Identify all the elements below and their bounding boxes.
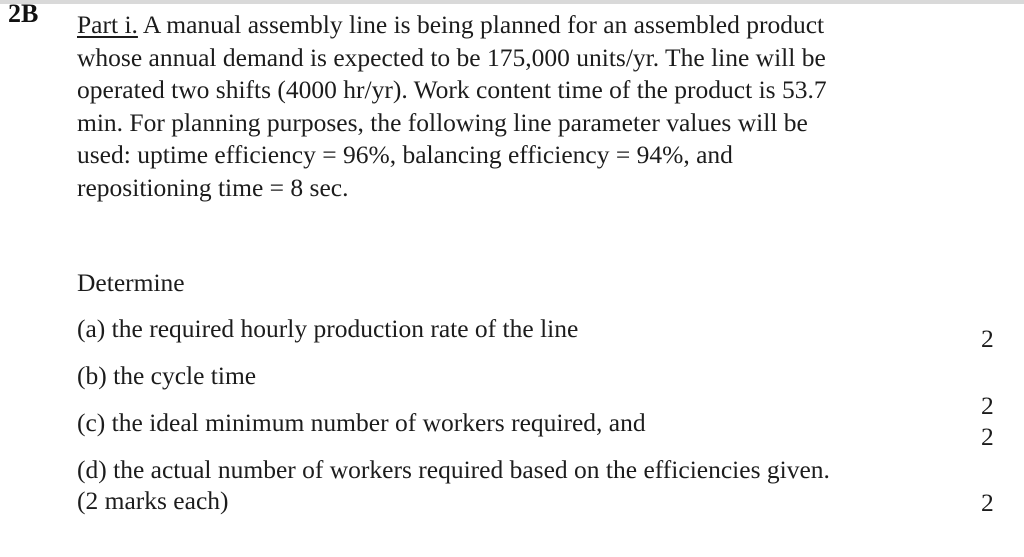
- mark-b: 2: [981, 391, 994, 420]
- intro-line-6: repositioning time = 8 sec.: [77, 172, 349, 202]
- intro-line-1: [77, 9, 957, 42]
- determine-heading: Determine: [77, 268, 185, 297]
- mark-d: 2: [981, 488, 994, 517]
- top-border-rule: [0, 0, 1024, 4]
- item-a: (a) the required hourly production rate of the line: [77, 314, 579, 343]
- intro-line-1-text: A manual assembly line is being planned for an assembled product: [137, 10, 825, 39]
- item-b: (b) the cycle time: [77, 361, 257, 390]
- marks-note: (2 marks each): [77, 486, 229, 515]
- item-d: (d) the actual number of workers required based on the efficiencies given.: [77, 455, 830, 484]
- item-c: (c) the ideal minimum number of workers required, and: [77, 408, 646, 437]
- mark-c: 2: [981, 422, 994, 451]
- question-intro-paragraph: [77, 9, 957, 205]
- part-label: Part i.: [77, 10, 138, 39]
- mark-a: 2: [981, 324, 994, 353]
- intro-line-5: used: uptime efficiency = 96%, balancing efficiency = 94%, and: [77, 140, 733, 170]
- question-number: 2B: [8, 0, 39, 28]
- intro-line-2: whose annual demand is expected to be 175,000 units/yr. The line will be: [77, 42, 826, 72]
- intro-line-3: operated two shifts (4000 hr/yr). Work content time of the product is 53.7: [77, 75, 827, 105]
- intro-line-4: min. For planning purposes, the following line parameter values will be: [77, 107, 808, 137]
